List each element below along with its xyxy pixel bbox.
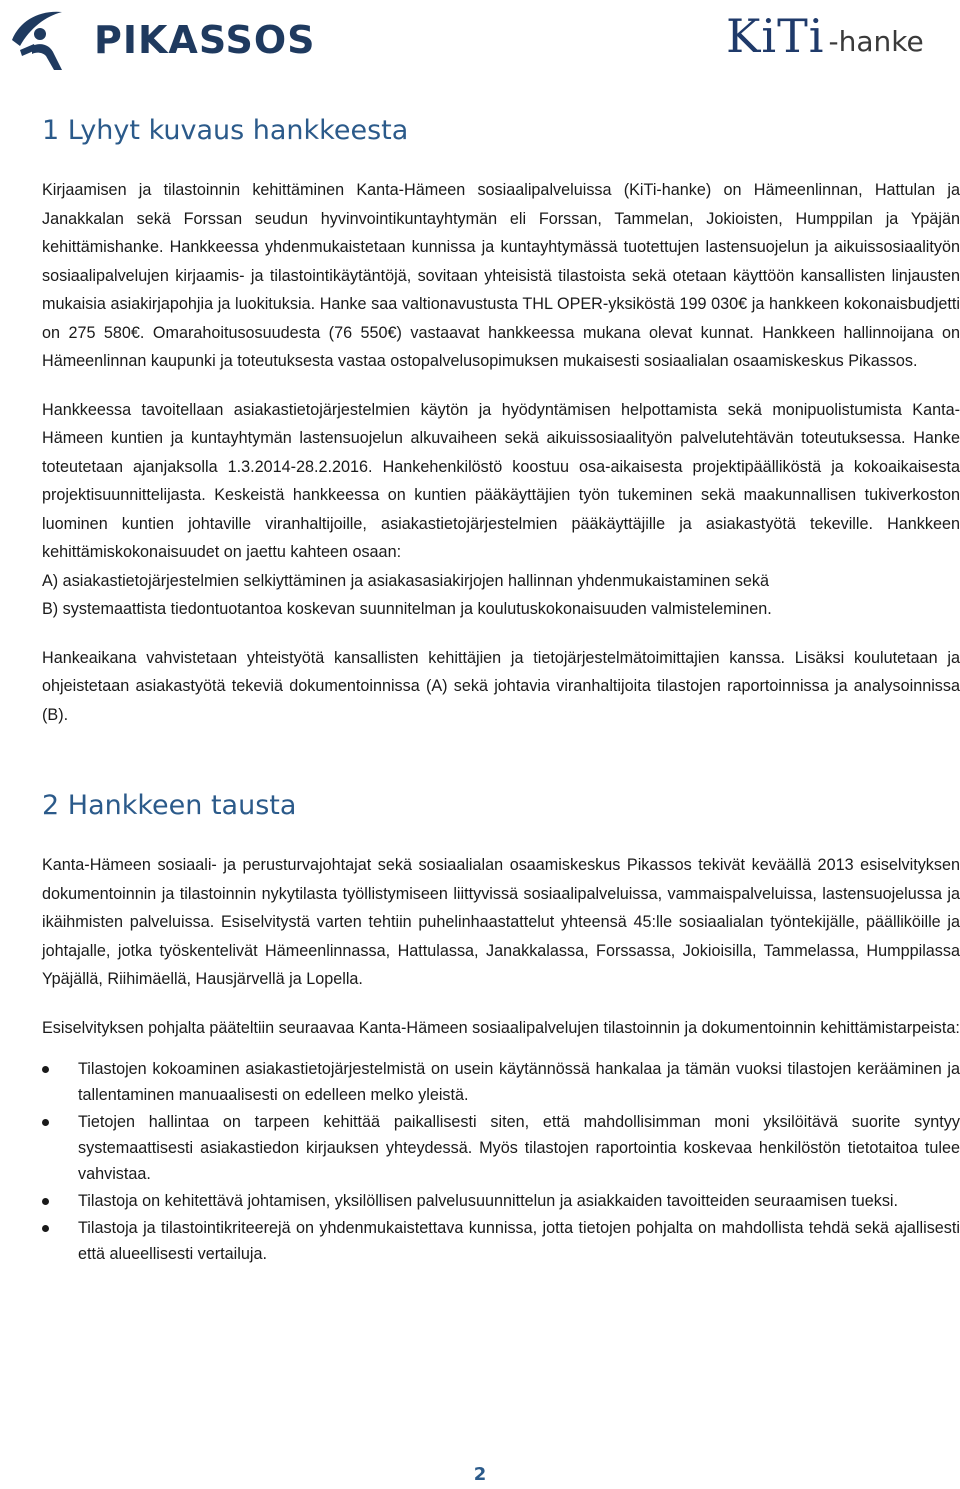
section-heading: 1 Lyhyt kuvaus hankkeesta xyxy=(42,115,409,146)
bullet-icon xyxy=(42,1066,49,1073)
list-item xyxy=(42,1188,960,1214)
page-number: 2 xyxy=(473,1464,487,1485)
paragraph: Kanta-Hämeen sosiaali- ja perusturvajohtajat sekä sosiaalialan osaamiskeskus Pikassos tekivät keväällä 2013 esiselvityksen dokumentoinnin ja tilastoinnin nykytilasta työllistymiseen liittyvissä sosiaalipalveluissa, vammaispalveluissa, lastensuojelussa ja ikäihmisten palveluissa. Esiselvitystä varten tehtiin puhelinhaastattelut yhteensä 45:lle sosiaalialan työntekijälle, päälliköille ja johtajalle, jotka työskentelivät Hämeenlinnassa, Hattulassa, Janakkalassa, Forssassa, Jokioisilla, Tammelassa, Humppilassa Ypäjällä, Riihimäellä, Hausjärvellä ja Lopella. xyxy=(42,856,960,988)
pikassos-logo xyxy=(6,6,316,72)
list-item-text: Tilastoja on kehitettävä johtamisen, yksilöllisen palvelusuunnittelun ja asiakkaiden tavoitteiden seuraamisen tueksi. xyxy=(78,1192,899,1210)
list-item xyxy=(42,1109,960,1187)
hanke-logo-text: -hanke xyxy=(828,25,924,58)
paragraph: Hankeaikana vahvistetaan yhteistyötä kansallisten kehittäjien ja tietojärjestelmätoimittajien kanssa. Lisäksi koulutetaan ja ohjeistetaan asiakastyötä tekeviä dokumentoinnissa (A) sekä johtavia viranhaltijoita tilastojen raportoinnissa ja analysoinnissa (B). xyxy=(42,648,960,724)
paragraph: Esiselvityksen pohjalta pääteltiin seuraavaa Kanta-Hämeen sosiaalipalvelujen tilastoinnin ja dokumentoinnin kehittämistarpeista: xyxy=(42,1018,960,1037)
list-item xyxy=(42,1056,960,1108)
list-item-text: Tilastoja ja tilastointikriteerejä on yhdenmukaistettava kunnissa, jotta tietojen pohjalta on mahdollista tehdä sekä ajallisesti että alueellisesti vertailuja. xyxy=(78,1219,960,1263)
person-figure-icon xyxy=(6,6,90,72)
bullet-icon xyxy=(42,1198,49,1205)
document-body xyxy=(42,108,960,1268)
list-item-text: Tietojen hallintaa on tarpeen kehittää paikallisesti siten, että mahdollisimman moni yksilöitävä suorite syntyy systemaattisesti asiakastiedon kirjauksen yhteydessä. Myös tilastojen raportointia koskevaa henkilöstön tietotaitoa tulee vahvistaa. xyxy=(78,1113,960,1183)
bullet-icon xyxy=(42,1225,49,1232)
section-heading: 2 Hankkeen tausta xyxy=(42,790,297,821)
page-header xyxy=(0,0,960,80)
kiti-hanke-logo xyxy=(726,10,924,62)
list-line: B) systemaattista tiedontuotantoa koskevan suunnitelman ja koulutuskokonaisuuden valmisteleminen. xyxy=(42,600,772,618)
paragraph: Hankkeessa tavoitellaan asiakastietojärjestelmien käytön ja hyödyntämisen helpottamista sekä monipuolistumista Kanta-Hämeen kuntien ja kuntayhtymän lastensuojelun alkuvaiheen sekä aikuissosiaalityön palvelutehtävän toteutuksessa. Hanke toteutetaan ajanjaksolla 1.3.2014-28.2.2016. Hankehenkilöstö koostuu osa-aikaisesta projektipäälliköstä ja kokoaikaisesta projektisuunnittelijasta. Keskeistä hankkeessa on kuntien pääkäyttäjien työn tukeminen sekä maakunnallisen tukiverkoston luominen kuntien johtaville viranhaltijoille, asiakastietojärjestelmien pääkäyttäjille ja asiakastyötä tekeville. Hankkeen kehittämiskokonaisuudet on jaettu kahteen osaan: xyxy=(42,400,960,561)
paragraph: Kirjaamisen ja tilastoinnin kehittäminen Kanta-Hämeen sosiaalipalveluissa (KiTi-hanke) on Hämeenlinnan, Hattulan ja Janakkalan sekä Forssan seudun hyvinvointikuntayhtymän eli Forssan, Tammelan, Jokioisten, Humppilan ja Ypäjän kehittämishanke. Hankkeessa yhdenmukaistetaan kunnissa ja kuntayhtymässä tuotettujen lastensuojelun ja aikuissosiaalityön sosiaalipalvelujen kirjaamis- ja tilastointikäytäntöjä, sovitaan yhteisistä tilastoista sekä otetaan käyttöön kansallisten linjausten mukaisia asiakirjapohjia ja luokituksia. Hanke saa valtionavustusta THL OPER-yksiköstä 199 030€ ja hankkeen kokonaisbudjetti on 275 580€. Omarahoitusosuudesta (76 550€) vastaavat hankkeessa mukana olevat kunnat. Hankkeen hallinnoijana on Hämeenlinnan kaupunki ja toteutuksesta vastaa ostopalvelusopimuksen mukaisesti sosiaalialan osaamiskeskus Pikassos. xyxy=(42,181,960,370)
pikassos-logo-text: PIKASSOS xyxy=(94,18,316,62)
list-line: A) asiakastietojärjestelmien selkiyttäminen ja asiakasasiakirjojen hallinnan yhdenmukaistaminen sekä xyxy=(42,571,770,590)
list-item xyxy=(42,1215,960,1267)
kiti-logo-text: KiTi xyxy=(726,9,825,63)
bullet-icon xyxy=(42,1119,49,1126)
bullet-list xyxy=(42,1056,960,1267)
list-item-text: Tilastojen kokoaminen asiakastietojärjestelmistä on usein käytännössä hankalaa ja tämän vuoksi tilastojen kerääminen ja tallentaminen manuaalisesti on edelleen melko yleistä. xyxy=(78,1060,960,1104)
